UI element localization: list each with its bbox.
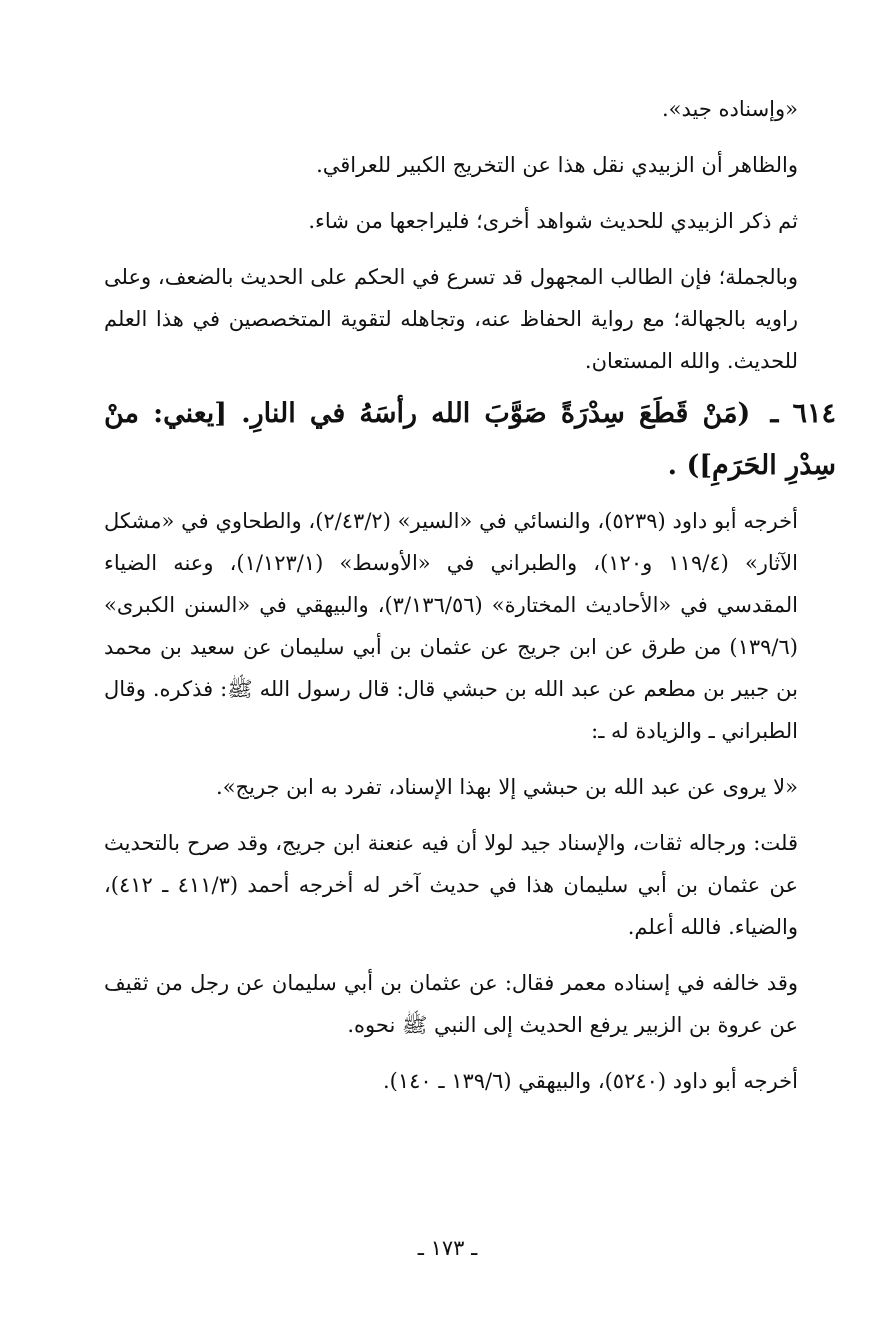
paragraph: وبالجملة؛ فإن الطالب المجهول قد تسرع في الحكم على الحديث بالضعف، وعلى راويه بالجهالة؛ مع رواية الحفاظ عنه، وتجاهله لتقوية المتخصصين في هذا العلم للحديث. والله المستعان. xyxy=(104,265,798,373)
paragraph: أخرجه أبو داود (٥٢٤٠)، والبيهقي (١٣٩/٦ ـ ١٤٠). xyxy=(382,1069,798,1093)
hadith-text: (مَنْ قَطَعَ سِدْرَةً صَوَّبَ الله رأسَهُ في النارِ. [يعني: منْ سِدْرِ الحَرَمِ]) . xyxy=(104,398,836,481)
paragraph: قلت: ورجاله ثقات، والإسناد جيد لولا أن فيه عنعنة ابن جريج، وقد صرح بالتحديث عن عثمان بن أبي سليمان هذا في حديث آخر له أخرجه أحمد (٤١١/٣ ـ ٤١٢)، والضياء. فالله أعلم. xyxy=(104,831,798,939)
page-number: ـ ١٧٣ ـ xyxy=(417,1236,478,1260)
hadith-number: ٦١٤ ـ xyxy=(770,398,837,429)
paragraph: وقد خالفه في إسناده معمر فقال: عن عثمان بن أبي سليمان عن رجل من ثقيف عن عروة بن الزبير يرفع الحديث إلى النبي ﷺ نحوه. xyxy=(104,971,798,1037)
paragraph: «وإسناده جيد». xyxy=(661,97,798,121)
page-body xyxy=(104,88,836,1102)
paragraph: ثم ذكر الزبيدي للحديث شواهد أخرى؛ فليراجعها من شاء. xyxy=(308,209,798,233)
quote: «لا يروى عن عبد الله بن حبشي إلا بهذا الإسناد، تفرد به ابن جريج». xyxy=(216,775,798,799)
hadith-heading xyxy=(104,388,836,492)
paragraph: والظاهر أن الزبيدي نقل هذا عن التخريج الكبير للعراقي. xyxy=(316,153,798,177)
paragraph: أخرجه أبو داود (٥٢٣٩)، والنسائي في «السير» (٢/٤٣/٢)، والطحاوي في «مشكل الآثار» (١١٩/٤ و١٢٠)، والطبراني في «الأوسط» (١/١٢٣/١)، وعنه الضياء المقدسي في «الأحاديث المختارة» (٣/١٣٦/٥٦)، والبيهقي في «السنن الكبرى» (١٣٩/٦) من طرق عن ابن جريج عن عثمان بن أبي سليمان عن سعيد بن محمد بن جبير بن مطعم عن عبد الله بن حبشي قال: قال رسول الله ﷺ: فذكره. وقال الطبراني ـ والزيادة له ـ: xyxy=(104,509,798,743)
